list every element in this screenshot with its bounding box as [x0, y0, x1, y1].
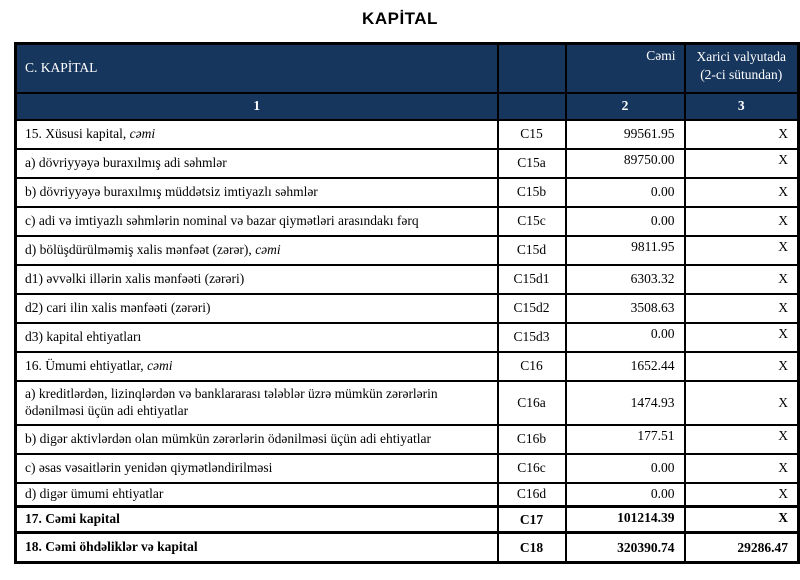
row-foreign: X: [685, 178, 799, 207]
row-label-italic: cəmi: [129, 125, 156, 141]
column-index-2: 2: [566, 93, 685, 120]
row-total: 0.00: [566, 323, 685, 352]
row-label-text: a) dövriyyəyə buraxılmış adi səhmlər: [25, 154, 227, 170]
row-label-italic: cəmi: [147, 357, 173, 373]
row-label: [16, 533, 498, 563]
row-code: C16: [498, 352, 566, 381]
row-foreign: X: [685, 323, 799, 352]
row-label-text: d) digər ümumi ehtiyatlar: [25, 486, 164, 502]
row-code: C16a: [498, 381, 566, 425]
row-foreign: X: [685, 294, 799, 323]
row-label: [16, 352, 498, 381]
row-code: C17: [498, 507, 566, 533]
row-total: 0.00: [566, 207, 685, 236]
row-total: 1474.93: [566, 381, 685, 425]
row-total: 0.00: [566, 454, 685, 483]
table-row-c15d2: [16, 294, 799, 323]
table-row-c16c: [16, 454, 799, 483]
table-row-c16: [16, 352, 799, 381]
row-total: 320390.74: [566, 533, 685, 563]
table-row-c15d3: [16, 323, 799, 352]
header-section-title: C. KAPİTAL: [16, 44, 498, 93]
table-row-c15c: [16, 207, 799, 236]
row-foreign: X: [685, 381, 799, 425]
column-index-1: 1: [16, 93, 498, 120]
row-label: [16, 507, 498, 533]
table-row-c18-total: [16, 533, 799, 563]
row-total: 101214.39: [566, 507, 685, 533]
table-row-c15d1: [16, 265, 799, 294]
row-label: [16, 120, 498, 149]
row-foreign: X: [685, 149, 799, 178]
row-label-text: 15. Xüsusi kapital,: [25, 125, 130, 141]
row-code: C15b: [498, 178, 566, 207]
row-foreign: X: [685, 120, 799, 149]
table-header-row: [16, 44, 799, 93]
row-label: [16, 265, 498, 294]
header-code-cell: [498, 44, 566, 93]
row-label-text: b) digər aktivlərdən olan mümkün zərərlərin ödənilməsi üçün adi ehtiyatlar: [25, 430, 431, 446]
row-label-text: c) adi və imtiyazlı səhmlərin nominal və bazar qiymətləri arasındakı fərq: [25, 212, 419, 228]
row-label-text: d) bölüşdürülməmiş xalis mənfəət (zərər),: [25, 241, 256, 257]
row-label-text: a) kreditlərdən, lizinqlərdən və banklararası tələblər üzrə mümkün zərərlərin ödənilməsi üçün adi ehtiyatlar: [25, 386, 438, 418]
row-label: [16, 381, 498, 425]
table-row-c15d: [16, 236, 799, 265]
header-foreign-line2: (2-ci sütundan): [700, 66, 783, 82]
row-total: 1652.44: [566, 352, 685, 381]
row-label-text: c) əsas vəsaitlərin yenidən qiymətləndirilməsi: [25, 459, 273, 475]
row-label-italic: cəmi: [255, 241, 281, 257]
row-foreign: 29286.47: [685, 533, 799, 563]
row-label: [16, 323, 498, 352]
table-row-c16d: [16, 483, 799, 507]
row-code: C15a: [498, 149, 566, 178]
row-foreign: X: [685, 265, 799, 294]
row-total: 3508.63: [566, 294, 685, 323]
row-label-text: d2) cari ilin xalis mənfəəti (zərəri): [25, 299, 211, 315]
row-foreign: X: [685, 507, 799, 533]
row-total: 6303.32: [566, 265, 685, 294]
row-code: C15d3: [498, 323, 566, 352]
row-foreign: X: [685, 236, 799, 265]
row-code: C15: [498, 120, 566, 149]
table-row-c16b: [16, 425, 799, 454]
row-total: 0.00: [566, 483, 685, 507]
header-total-label: Cəmi: [566, 44, 685, 93]
row-code: C15d1: [498, 265, 566, 294]
row-total: 0.00: [566, 178, 685, 207]
row-label-text: b) dövriyyəyə buraxılmış müddətsiz imtiyazlı səhmlər: [25, 183, 318, 199]
row-foreign: X: [685, 352, 799, 381]
row-code: C15d: [498, 236, 566, 265]
table-row-c17-total: [16, 507, 799, 533]
row-foreign: X: [685, 425, 799, 454]
page-title: KAPİTAL: [362, 9, 438, 28]
row-total: 9811.95: [566, 236, 685, 265]
row-foreign: X: [685, 483, 799, 507]
row-label: [16, 207, 498, 236]
table-row-c15b: [16, 178, 799, 207]
row-label: [16, 454, 498, 483]
row-label: [16, 483, 498, 507]
row-label-text: 16. Ümumi ehtiyatlar,: [25, 357, 148, 373]
table-row-c15a: [16, 149, 799, 178]
row-code: C16c: [498, 454, 566, 483]
row-label: [16, 149, 498, 178]
row-code: C16d: [498, 483, 566, 507]
row-label: [16, 425, 498, 454]
row-label: [16, 236, 498, 265]
row-total: 177.51: [566, 425, 685, 454]
column-index-3: 3: [685, 93, 799, 120]
row-code: C16b: [498, 425, 566, 454]
row-total: 99561.95: [566, 120, 685, 149]
header-foreign-label: [685, 44, 799, 93]
row-foreign: X: [685, 454, 799, 483]
row-label-text: 17. Cəmi kapital: [25, 511, 120, 527]
table-row-c16a: [16, 381, 799, 425]
header-foreign-line1: Xarici valyutada: [696, 49, 787, 64]
row-code: C15d2: [498, 294, 566, 323]
column-index-empty: [498, 93, 566, 120]
row-total: 89750.00: [566, 149, 685, 178]
row-label-text: 18. Cəmi öhdəliklər və kapital: [25, 539, 198, 555]
row-label-text: d1) əvvəlki illərin xalis mənfəəti (zərəri): [25, 270, 245, 286]
row-label-text: d3) kapital ehtiyatları: [25, 328, 142, 344]
kapital-table: [14, 42, 800, 564]
column-index-row: [16, 93, 799, 120]
row-label: [16, 294, 498, 323]
table-row-c15: [16, 120, 799, 149]
row-foreign: X: [685, 207, 799, 236]
row-code: C18: [498, 533, 566, 563]
row-label: [16, 178, 498, 207]
row-code: C15c: [498, 207, 566, 236]
